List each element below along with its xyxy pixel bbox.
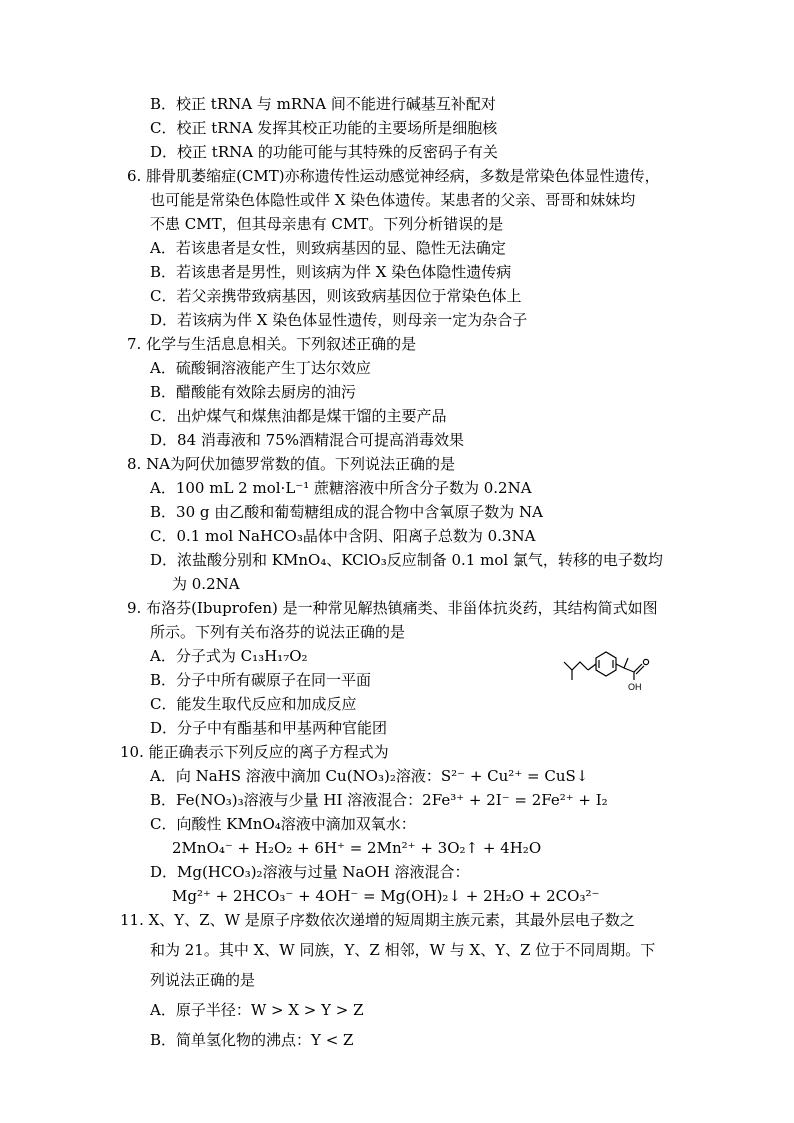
ibuprofen-structure-figure: [562, 648, 662, 694]
q9-option-c: C．能发生取代反应和加成反应: [150, 695, 357, 713]
q10-option-c-equation: 2MnO₄⁻ + H₂O₂ + 6H⁺ = 2Mn²⁺ + 3O₂↑ + 4H₂O: [172, 839, 542, 857]
q10-option-a: A．向 NaHS 溶液中滴加 Cu(NO₃)₂溶液：S²⁻ + Cu²⁺ = CuS↓: [150, 767, 589, 785]
q6-stem-line3: 不患 CMT，但其母亲患有 CMT。下列分析错误的是: [150, 215, 504, 233]
carbonyl-double-bond: [634, 664, 642, 672]
q8-option-d-line1: D．浓盐酸分别和 KMnO₄、KClO₃反应制备 0.1 mol 氯气，转移的电子数均: [150, 551, 663, 569]
q10-stem: 10. 能正确表示下列反应的离子方程式为: [120, 743, 389, 761]
q10-option-d-equation: Mg²⁺ + 2HCO₃⁻ + 4OH⁻ = Mg(OH)₂↓ + 2H₂O + 2CO₃²⁻: [172, 887, 600, 905]
q9-option-b: B．分子中所有碳原子在同一平面: [150, 671, 372, 689]
q6-option-b: B．若该患者是男性，则该病为伴 X 染色体隐性遗传病: [150, 263, 512, 281]
q8-stem: 8. NA为阿伏加德罗常数的值。下列说法正确的是: [127, 455, 456, 473]
q7-stem: 7. 化学与生活息息相关。下列叙述正确的是: [127, 335, 417, 353]
ring-link-right: [616, 664, 624, 668]
q6-option-a: A．若该患者是女性，则致病基因的显、隐性无法确定: [150, 239, 506, 257]
q11-stem-line2: 和为 21。其中 X、W 同族，Y、Z 相邻，W 与 X、Y、Z 位于不同周期。下: [150, 941, 656, 959]
q8-option-a: A．100 mL 2 mol·L⁻¹ 蔗糖溶液中所含分子数为 0.2NA: [150, 479, 532, 497]
alpha-methyl: [624, 658, 628, 668]
q6-option-c: C．若父亲携带致病基因，则该致病基因位于常染色体上: [150, 287, 522, 305]
q5-option-b: B．校正 tRNA 与 mRNA 间不能进行碱基互补配对: [150, 95, 496, 113]
q5-option-c: C．校正 tRNA 发挥其校正功能的主要场所是细胞核: [150, 119, 498, 137]
q5-option-d: D．校正 tRNA 的功能可能与其特殊的反密码子有关: [150, 143, 498, 161]
q7-option-c: C．出炉煤气和煤焦油都是煤干馏的主要产品: [150, 407, 447, 425]
q8-option-c: C．0.1 mol NaHCO₃晶体中含阴、阳离子总数为 0.3NA: [150, 527, 536, 545]
hydroxyl-label: OH: [628, 682, 642, 692]
q11-stem-line1: 11. X、Y、Z、W 是原子序数依次递增的短周期主族元素，其最外层电子数之: [120, 911, 635, 929]
q7-option-a: A．硫酸铜溶液能产生丁达尔效应: [150, 359, 371, 377]
q9-option-a: A．分子式为 C₁₃H₁₇O₂: [150, 647, 308, 665]
ibuprofen-structure-svg: [562, 648, 662, 694]
q10-option-b: B．Fe(NO₃)₃溶液与少量 HI 溶液混合：2Fe³⁺ + 2I⁻ = 2Fe²⁺ + I₂: [150, 791, 608, 809]
q7-option-b: B．醋酸能有效除去厨房的油污: [150, 383, 357, 401]
q9-stem-line1: 9. 布洛芬(Ibuprofen) 是一种常见解热镇痛类、非甾体抗炎药，其结构简式如图: [127, 599, 658, 617]
q8-option-d-line2: 为 0.2NA: [172, 575, 240, 593]
q8-option-b: B．30 g 由乙酸和葡萄糖组成的混合物中含氧原子数为 NA: [150, 503, 543, 521]
q6-option-d: D．若该病为伴 X 染色体显性遗传，则母亲一定为杂合子: [150, 311, 528, 329]
q9-stem-line2: 所示。下列有关布洛芬的说法正确的是: [150, 623, 406, 641]
carbonyl-oxygen: [643, 659, 648, 664]
q6-stem-line2: 也可能是常染色体隐性或伴 X 染色体遗传。某患者的父亲、哥哥和妹妹均: [150, 191, 636, 209]
q9-option-d: D．分子中有酯基和甲基两种官能团: [150, 719, 388, 737]
carbonyl-double-bond: [636, 666, 644, 674]
q10-option-d-line1: D．Mg(HCO₃)₂溶液与过量 NaOH 溶液混合：: [150, 863, 470, 881]
q11-option-a: A．原子半径：W > X > Y > Z: [150, 1001, 364, 1019]
q11-stem-line3: 列说法正确的是: [150, 971, 256, 989]
isobutyl-chain: [564, 662, 588, 670]
carbon-chain: [624, 668, 634, 672]
q10-option-c-line1: C．向酸性 KMnO₄溶液中滴加双氧水：: [150, 815, 416, 833]
ring-link-left: [588, 664, 596, 670]
q6-stem-line1: 6. 腓骨肌萎缩症(CMT)亦称遗传性运动感觉神经病，多数是常染色体显性遗传，: [127, 167, 660, 185]
q7-option-d: D．84 消毒液和 75%酒精混合可提高消毒效果: [150, 431, 464, 449]
q11-option-b: B．简单氢化物的沸点：Y < Z: [150, 1031, 354, 1049]
